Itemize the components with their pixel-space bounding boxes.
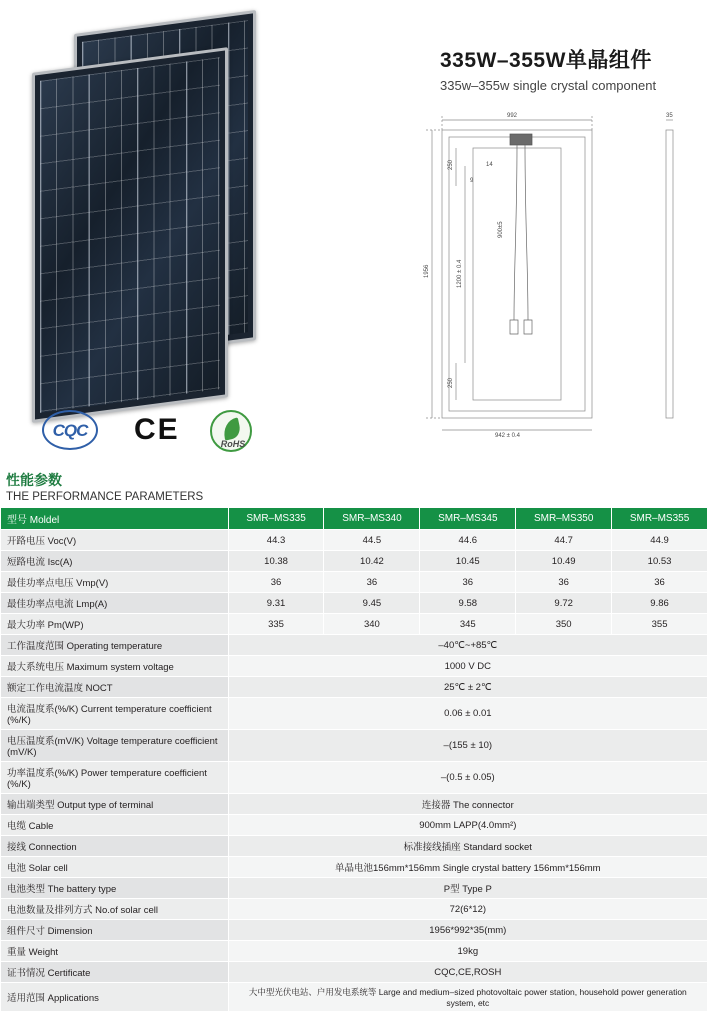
table-row xyxy=(1,983,708,1012)
row-value: 44.6 xyxy=(420,530,516,551)
column-header-ms345: SMR–MS345 xyxy=(420,508,516,530)
row-label: 电压温度系(mV/K) Voltage temperature coefficient (mV/K) xyxy=(1,730,229,762)
row-label: 工作温度范围 Operating temperature xyxy=(1,635,229,656)
cqc-icon: CQC xyxy=(42,410,98,450)
row-value: 0.06 ± 0.01 xyxy=(228,698,707,730)
row-label: 组件尺寸 Dimension xyxy=(1,920,229,941)
technical-drawing xyxy=(410,108,698,438)
row-value: 340 xyxy=(324,614,420,635)
table-row xyxy=(1,614,708,635)
row-value: 单晶电池156mm*156mm Single crystal battery 156mm*156mm xyxy=(228,857,707,878)
row-label: 开路电压 Voc(V) xyxy=(1,530,229,551)
row-value: 9.31 xyxy=(228,593,324,614)
table-row xyxy=(1,899,708,920)
table-row xyxy=(1,762,708,794)
solar-cells-grid-front xyxy=(40,57,220,413)
row-value: 大中型光伏电站、户用发电系统等 Large and medium–sized photovoltaic power station, household power generation system, etc xyxy=(228,983,707,1012)
row-value: 335 xyxy=(228,614,324,635)
table-body xyxy=(1,530,708,1012)
row-value: 36 xyxy=(420,572,516,593)
column-header-ms340: SMR–MS340 xyxy=(324,508,420,530)
table-header xyxy=(1,508,708,530)
row-label: 重量 Weight xyxy=(1,941,229,962)
row-value: 19kg xyxy=(228,941,707,962)
row-value: 355 xyxy=(612,614,708,635)
rohs-label: RoHS xyxy=(220,439,246,449)
row-label: 输出端类型 Output type of terminal xyxy=(1,794,229,815)
table-row xyxy=(1,635,708,656)
row-label: 最大系统电压 Maximum system voltage xyxy=(1,656,229,677)
dim-height-left: 1956 xyxy=(424,264,430,278)
row-value: 9.72 xyxy=(516,593,612,614)
section-heading xyxy=(6,470,203,503)
table-row xyxy=(1,551,708,572)
table-row xyxy=(1,920,708,941)
dim-width-bottom: 942 ± 0.4 xyxy=(495,433,520,439)
table-row xyxy=(1,962,708,983)
specifications-table xyxy=(0,507,708,1012)
row-value: 44.9 xyxy=(612,530,708,551)
solar-panel-illustration xyxy=(18,22,288,412)
title-block xyxy=(440,44,702,93)
table-row xyxy=(1,593,708,614)
row-label: 最佳功率点电流 Lmp(A) xyxy=(1,593,229,614)
row-value: 连接器 The connector xyxy=(228,794,707,815)
row-value: 36 xyxy=(228,572,324,593)
table-row xyxy=(1,677,708,698)
row-label: 额定工作电流温度 NOCT xyxy=(1,677,229,698)
row-value: 10.53 xyxy=(612,551,708,572)
dim-mid-left: 1200 ± 0.4 xyxy=(457,259,463,288)
row-label: 电池 Solar cell xyxy=(1,857,229,878)
row-value: 标准接线插座 Standard socket xyxy=(228,836,707,857)
row-label: 电流温度系(%/K) Current temperature coefficient (%/K) xyxy=(1,698,229,730)
leaf-icon xyxy=(221,417,242,440)
row-value: 900mm LAPP(4.0mm²) xyxy=(228,815,707,836)
dim-thickness: 35 xyxy=(666,113,673,119)
column-header-ms335: SMR–MS335 xyxy=(228,508,324,530)
table-row xyxy=(1,857,708,878)
rohs-icon xyxy=(210,410,252,452)
row-value: 36 xyxy=(324,572,420,593)
dim-top-segment: 250 xyxy=(448,159,454,170)
row-value: –40℃~+85℃ xyxy=(228,635,707,656)
row-value: 350 xyxy=(516,614,612,635)
row-value: –(155 ± 10) xyxy=(228,730,707,762)
table-row xyxy=(1,656,708,677)
row-value: 10.38 xyxy=(228,551,324,572)
row-value: 9.45 xyxy=(324,593,420,614)
row-label: 最佳功率点电压 Vmp(V) xyxy=(1,572,229,593)
row-value: –(0.5 ± 0.05) xyxy=(228,762,707,794)
table-row xyxy=(1,730,708,762)
row-label: 证书情况 Certificate xyxy=(1,962,229,983)
row-label: 最大功率 Pm(WP) xyxy=(1,614,229,635)
row-value: P型 Type P xyxy=(228,878,707,899)
row-label: 功率温度系(%/K) Power temperature coefficient (%/K) xyxy=(1,762,229,794)
row-value: 9.58 xyxy=(420,593,516,614)
page-title-en: 335w–355w single crystal component xyxy=(440,78,657,93)
table-row xyxy=(1,794,708,815)
row-value: 72(6*12) xyxy=(228,899,707,920)
table-row xyxy=(1,698,708,730)
row-value: 10.42 xyxy=(324,551,420,572)
column-header-model: 型号 Moldel xyxy=(1,508,229,530)
ce-icon: CE xyxy=(134,413,180,446)
page-title-cn: 335W–355W单晶组件 xyxy=(440,49,652,72)
dim-mid-cable: 900±5 xyxy=(498,221,504,238)
row-value: 10.45 xyxy=(420,551,516,572)
row-value: 9.86 xyxy=(612,593,708,614)
hero-section xyxy=(0,0,708,470)
table-row xyxy=(1,572,708,593)
table-row xyxy=(1,815,708,836)
dim-bottom-segment: 250 xyxy=(448,377,454,388)
row-value: 1956*992*35(mm) xyxy=(228,920,707,941)
table-row xyxy=(1,530,708,551)
row-label: 接线 Connection xyxy=(1,836,229,857)
row-value: 44.3 xyxy=(228,530,324,551)
dim-small-1: 14 xyxy=(486,162,493,168)
dim-small-2: 9 xyxy=(470,178,474,184)
row-value: 36 xyxy=(612,572,708,593)
row-value: 345 xyxy=(420,614,516,635)
row-value: 10.49 xyxy=(516,551,612,572)
row-label: 适用范围 Applications xyxy=(1,983,229,1012)
table-row xyxy=(1,836,708,857)
row-label: 短路电流 Isc(A) xyxy=(1,551,229,572)
row-value: 44.7 xyxy=(516,530,612,551)
row-value: 25℃ ± 2℃ xyxy=(228,677,707,698)
row-value: 36 xyxy=(516,572,612,593)
table-row xyxy=(1,878,708,899)
column-header-ms355: SMR–MS355 xyxy=(612,508,708,530)
row-value: 1000 V DC xyxy=(228,656,707,677)
row-value: 44.5 xyxy=(324,530,420,551)
dim-width-top: 992 xyxy=(507,113,518,119)
row-value: CQC,CE,ROSH xyxy=(228,962,707,983)
solar-panel-front xyxy=(32,47,228,423)
certification-logos xyxy=(42,408,272,460)
row-label: 电池数量及排列方式 No.of solar cell xyxy=(1,899,229,920)
column-header-ms350: SMR–MS350 xyxy=(516,508,612,530)
table-row xyxy=(1,941,708,962)
section-title-en: THE PERFORMANCE PARAMETERS xyxy=(6,491,204,503)
section-title-cn: 性能参数 xyxy=(6,472,62,488)
row-label: 电池类型 The battery type xyxy=(1,878,229,899)
row-label: 电缆 Cable xyxy=(1,815,229,836)
table-header-row xyxy=(1,508,708,530)
